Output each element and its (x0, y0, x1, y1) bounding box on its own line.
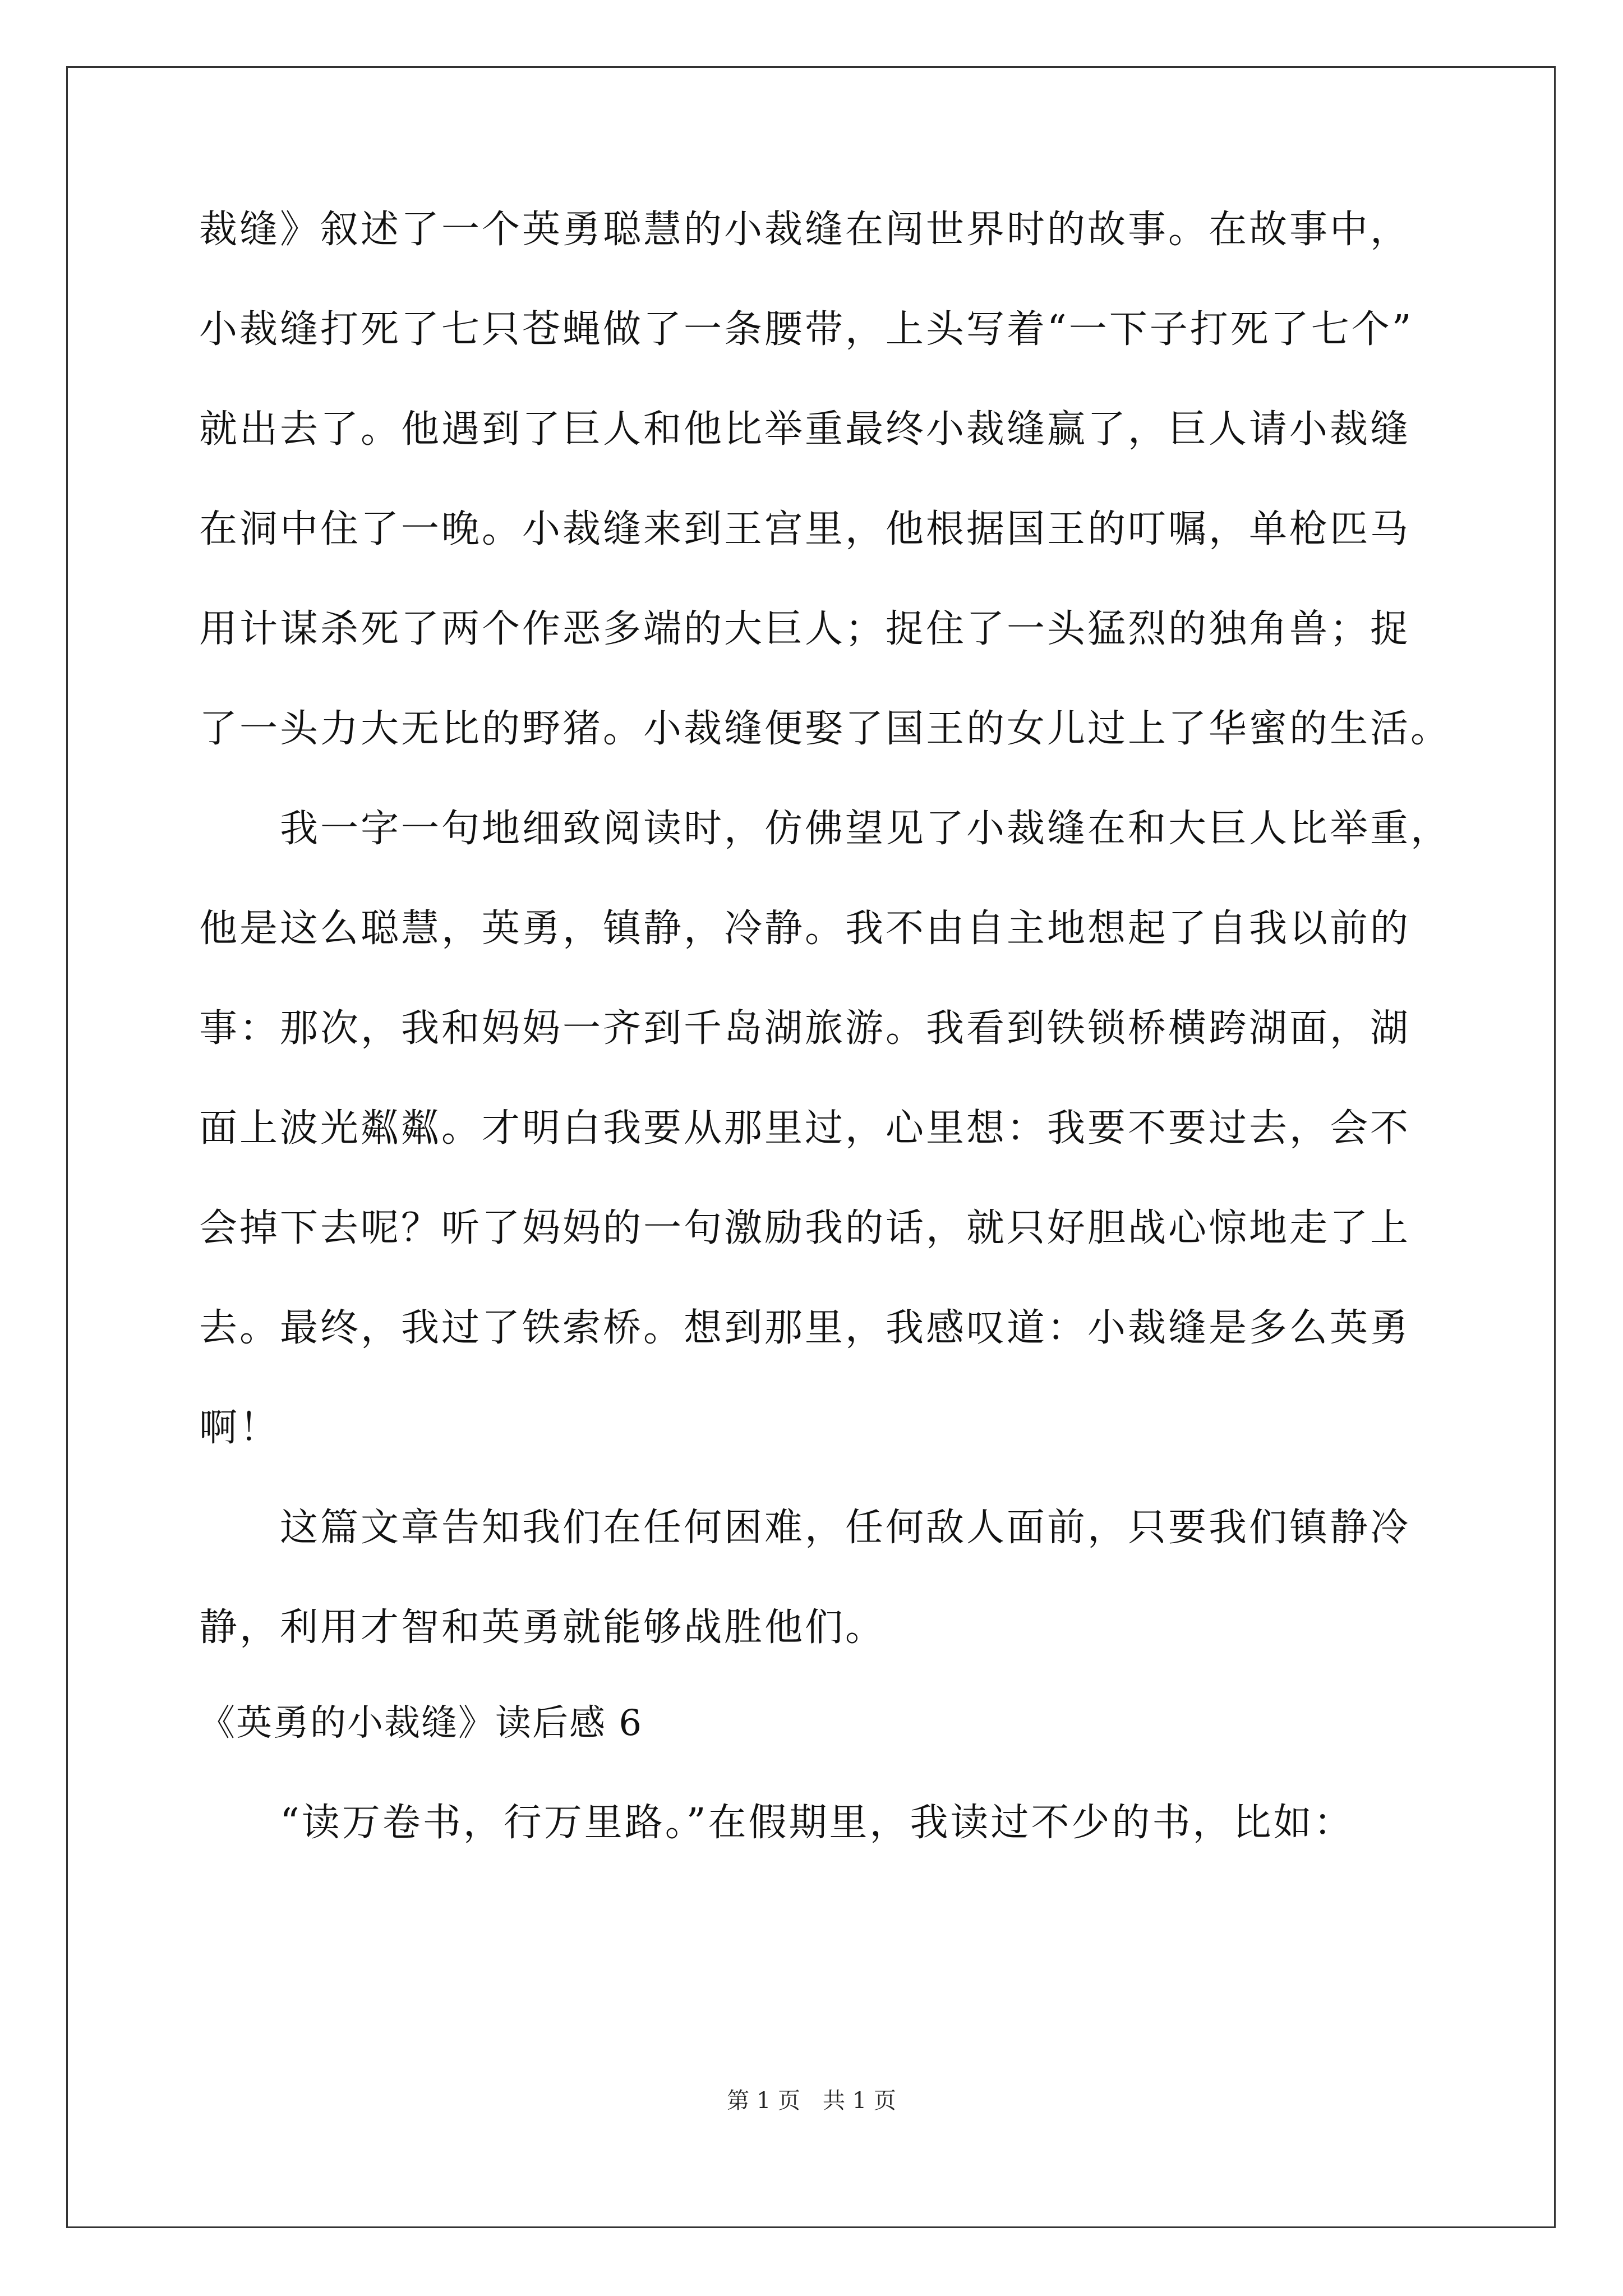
text-line: 裁缝》叙述了一个英勇聪慧的小裁缝在闯世界时的故事。在故事中， (199, 208, 1411, 252)
text-line: 就出去了。他遇到了巨人和他比举重最终小裁缝赢了，巨人请小裁缝 (199, 407, 1411, 452)
section-heading: 《英勇的小裁缝》读后感 6 (199, 1703, 643, 1744)
text-line: 用计谋杀死了两个作恶多端的大巨人；捉住了一头猛烈的独角兽；捉 (199, 607, 1411, 651)
text-line: 去。最终，我过了铁索桥。想到那里，我感叹道：小裁缝是多么英勇 (199, 1306, 1411, 1350)
page-footer: 第 1 页 共 1 页 (727, 2088, 896, 2114)
text-line: 了一头力大无比的野猪。小裁缝便娶了国王的女儿过上了华蜜的生活。 (199, 707, 1451, 751)
text-line: 静，利用才智和英勇就能够战胜他们。 (199, 1605, 886, 1650)
text-line: 小裁缝打死了七只苍蝇做了一条腰带，上头写着“一下子打死了七个” (199, 307, 1414, 352)
text-line: 在洞中住了一晚。小裁缝来到王宫里，他根据国王的叮嘱，单枪匹马 (199, 507, 1411, 551)
text-line: 啊！ (199, 1406, 280, 1450)
text-line: 面上波光粼粼。才明白我要从那里过，心里想：我要不要过去，会不 (199, 1106, 1411, 1151)
text-line: 会掉下去呢？听了妈妈的一句激励我的话，就只好胆战心惊地走了上 (199, 1206, 1411, 1250)
text-line: 这篇文章告知我们在任何困难，任何敌人面前，只要我们镇静冷 (199, 1506, 1411, 1550)
text-line: 事：那次，我和妈妈一齐到千岛湖旅游。我看到铁锁桥横跨湖面，湖 (199, 1006, 1411, 1051)
text-line: “读万卷书，行万里路。”在假期里，我读过不少的书，比如： (199, 1801, 1354, 1845)
text-line: 他是这么聪慧，英勇，镇静，冷静。我不由自主地想起了自我以前的 (199, 907, 1411, 951)
text-line: 我一字一句地细致阅读时，仿佛望见了小裁缝在和大巨人比举重， (199, 807, 1451, 851)
